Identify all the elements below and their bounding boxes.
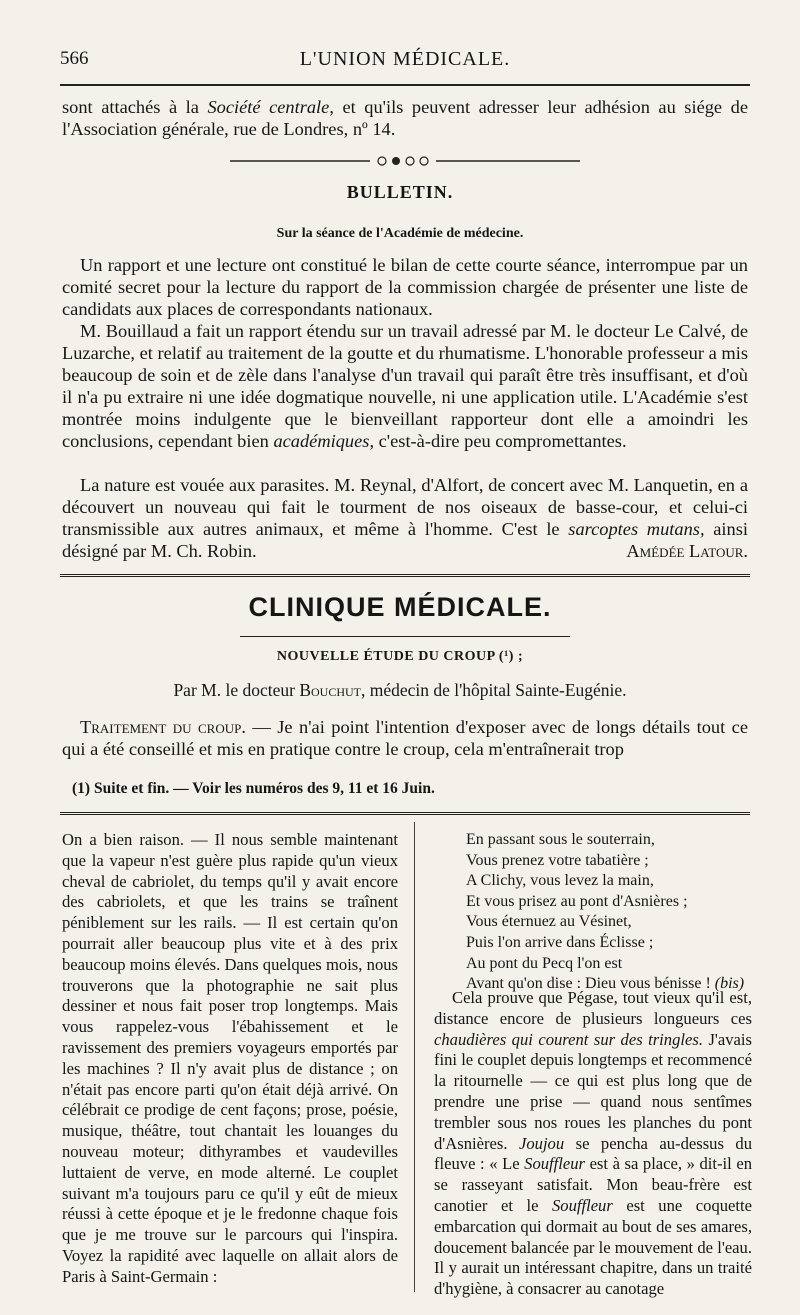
feuilleton-rule: [60, 812, 750, 815]
bulletin-paragraph-3: La nature est vouée aux parasites. M. Reynal, d'Alfort, de concert avec M. Lanquetin, en a découvert un nouveau qui fait le tourment de nos oiseaux de basse-cour, et celui-ci transmissible aux autres animaux, et même à l'homme. C'est le sarcoptes mutans, ainsi désigné par M. Ch. Robin.: [62, 475, 748, 561]
section-rule: [60, 574, 750, 577]
verse-line: Avant qu'on dise : Dieu vous bénisse ! (bis): [466, 975, 745, 993]
header-rule: [60, 84, 750, 86]
article-byline: Par M. le docteur Bouchut, médecin de l'hôpital Sainte-Eugénie.: [173, 680, 627, 700]
verse-line: Au pont du Pecq l'on est: [466, 954, 623, 972]
verse-line: A Clichy, vous levez la main,: [466, 872, 654, 890]
verse-line: En passant sous le souterrain,: [466, 831, 655, 848]
song-verse: [466, 830, 744, 995]
bulletin-heading: BULLETIN.: [346, 182, 454, 202]
page-number: 566: [60, 48, 89, 69]
article-lead: Traitement du croup. — Je n'ai point l'intention d'exposer avec de longs détails tout ce qui a été conseillé et mis en pratique contre le croup, cela m'entraînerait trop: [62, 717, 748, 759]
journal-title: L'UNION MÉDICALE.: [299, 48, 511, 70]
verse-line: Et vous prisez au pont d'Asnières ;: [466, 892, 688, 910]
intro-paragraph: sont attachés à la Société centrale, et qu'ils peuvent adresser leur adhésion au siége de l'Association générale, rue de Londres, nº 14.: [62, 97, 748, 139]
verse-line: Puis l'on arrive dans Éclisse ;: [466, 933, 654, 951]
feuilleton-left-column: On a bien raison. — Il nous semble maintenant que la vapeur n'est guère plus rapide qu'un vieux cheval de cabriolet, du temps qu'il y avait encore des cabriolets, et que les trains se traînent péniblement sur les rails. — Il est certain qu'on pourrait aller beaucoup plus vite et à des prix beaucoup moins élevés. Dans quelques mois, nous trouverons que la photographie ne sait plus dessiner et nous fait poser trop longtemps. Mais vous rappelez-vous l'ébahissement et le ravissement des premiers voyageurs emportés par les machines ? Il n'y avait plus de distance ; on n'était pas encore parti qu'on était déjà arrivé. On célébrait ce prodige de cent façons; prose, poésie, musique, théâtre, tout chantait les louanges du nouveau moteur; dithyrambes et vaudevilles luttaient de verve, en mode alterné. Le couplet suivant m'a toujours paru ce qu'il y eût de mieux réussi à cette époque et je le fredonne chaque fois que je me trouve sur le parcours qui l'inspira. Voyez la rapidité avec laquelle on allait alors de Paris à Saint-Germain :: [62, 830, 398, 1286]
bulletin-subtitle: Sur la séance de l'Académie de médecine.: [276, 226, 524, 241]
ornamental-divider: [230, 156, 580, 166]
verse-line: Vous prenez votre tabatière ;: [466, 851, 649, 869]
column-divider: [414, 822, 415, 1292]
clinique-heading: CLINIQUE MÉDICALE.: [248, 592, 552, 622]
running-header: [60, 44, 750, 74]
bulletin-paragraph-2: M. Bouillaud a fait un rapport étendu sur un travail adressé par M. le docteur Le Calvé, de Luzarche, et relatif au traitement de la goutte et du rhumatisme. L'honorable professeur a mis beaucoup de soin et de zèle dans l'analyse d'un travail qui paraît être très insuffisant, et d'où il n'a pu extraire ni une idée dogmatique nouvelle, ni une application utile. L'Académie s'est montrée moins indulgente que le bienveillant rapporteur dont elle a amoindri les conclusions, cependant bien académiques, c'est-à-dire peu compromettantes.: [62, 321, 748, 451]
bulletin-paragraph-1: Un rapport et une lecture ont constitué le bilan de cette courte séance, interrompue par un comité secret pour la lecture du rapport de la commission chargée de présenter une liste de candidats aux places de correspondants nationaux.: [62, 255, 748, 319]
bulletin-signature: Amédée Latour.: [626, 541, 748, 561]
feuilleton-right-column: Cela prouve que Pégase, tout vieux qu'il est, distance encore de plusieurs longueurs ces chaudières qui courent sur des tringles. J'avais fini le couplet depuis longtemps et recommencé la ritournelle — ce qui est plus long que de prendre une prise — quand nous sentîmes trembler sous nos roues les planches du pont d'Asnières. Joujou se pencha au-dessus du fleuve : « Le Souffleur est à sa place, » dit-il en se rasseyant satisfait. Mon beau-frère est canotier et le Souffleur est une coquette embarcation qui dormait au bout de ses amares, doucement balancée par le mouvement de l'eau. Il y aurait un intéressant chapitre, dans un traité d'hygiène, à consacrer au canotage: [434, 988, 752, 1299]
article-title: NOUVELLE ÉTUDE DU CROUP (¹) ;: [276, 649, 524, 664]
footnote: (1) Suite et fin. — Voir les numéros des 9, 11 et 16 Juin.: [72, 780, 435, 797]
heading-underline: [240, 636, 570, 637]
verse-line: Vous éternuez au Vésinet,: [466, 913, 632, 931]
